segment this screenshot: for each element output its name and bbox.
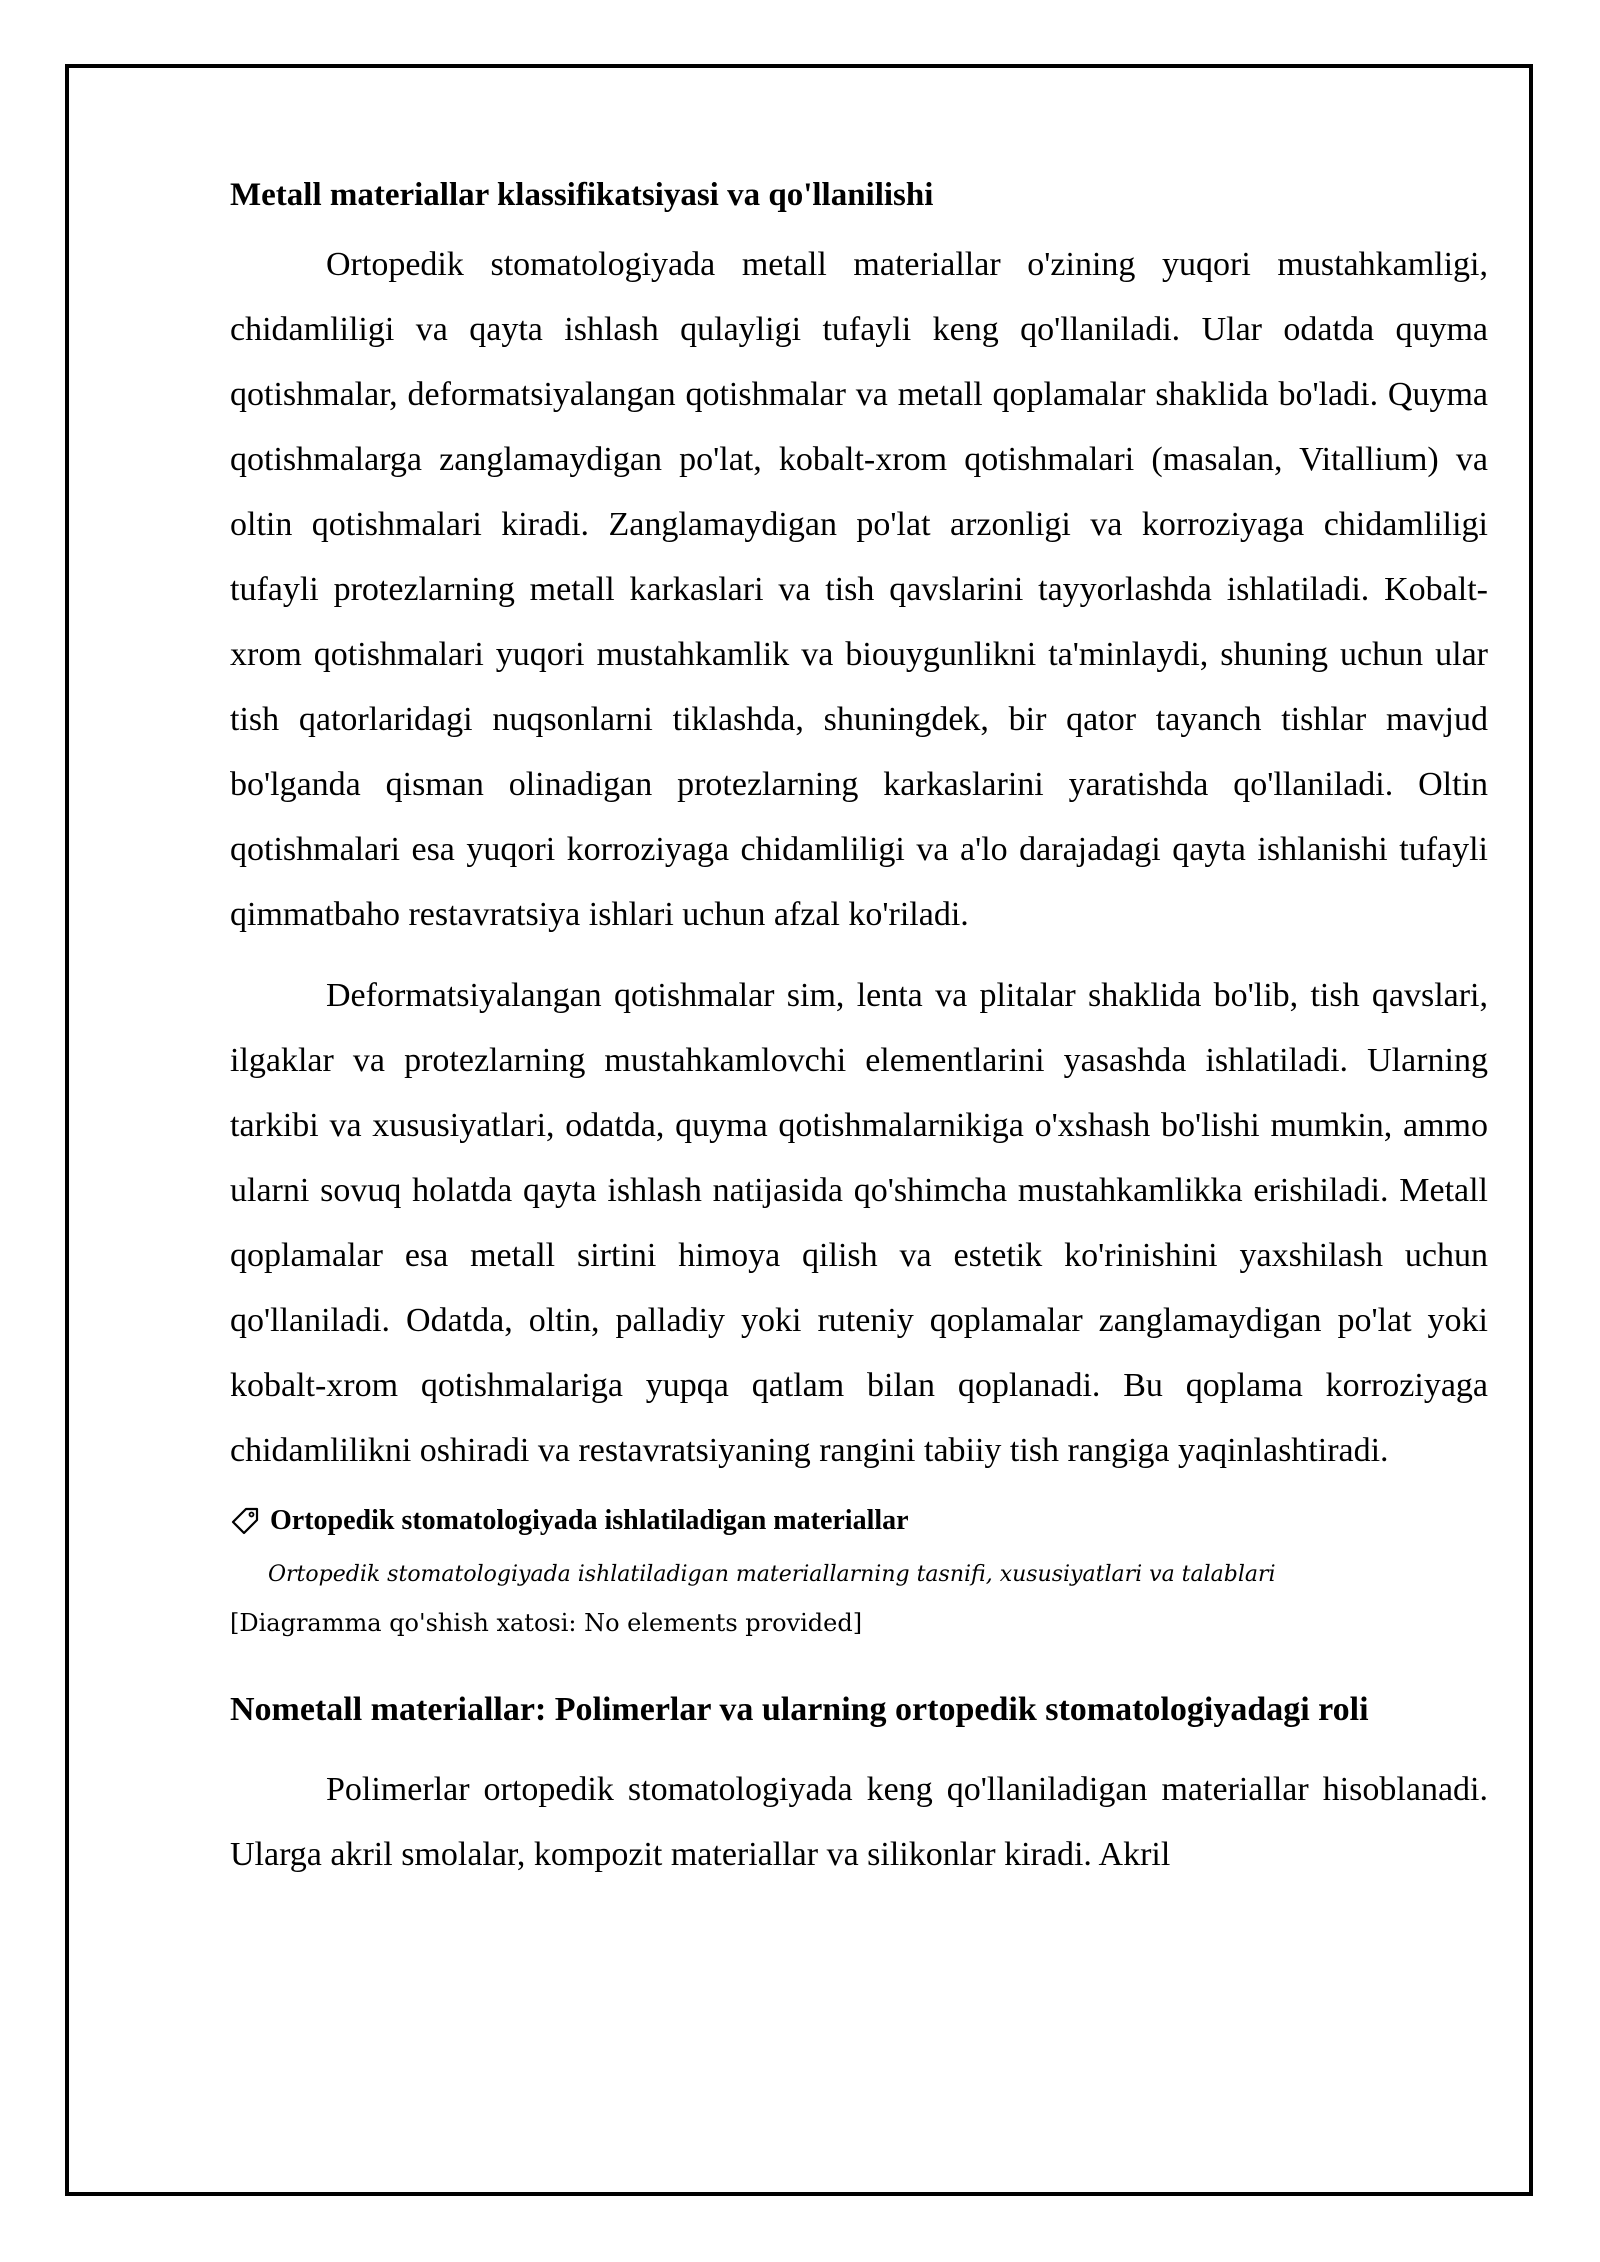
diagram-title-row (230, 1499, 1488, 1543)
diagram-block (230, 1499, 1488, 1643)
tag-icon (230, 1506, 260, 1536)
paragraph: Ortopedik stomatologiyada metall materiallar o'zining yuqori mustahkamligi, chidamliligi va qayta ishlash qulayligi tufayli keng qo'llaniladi. Ular odatda quyma qotishmalar, deformatsiyalangan qotishmalar va metall qoplamalar shaklida bo'ladi. Quyma qotishmalarga zanglamaydigan po'lat, kobalt-xrom qotishmalari (masalan, Vitallium) va oltin qotishmalari kiradi. Zanglamaydigan po'lat arzonligi va korroziyaga chidamliligi tufayli protezlarning metall karkaslari va tish qavslarini tayyorlashda ishlatiladi. Kobalt-xrom qotishmalari yuqori mustahkamlik va biouygunlikni ta'minlaydi, shuning uchun ular tish qatorlaridagi nuqsonlarni tiklashda, shuningdek, bir qator tayanch tishlar mavjud bo'lganda qisman olinadigan protezlarning karkaslarini yaratishda qo'llaniladi. Oltin qotishmalari esa yuqori korroziyaga chidamliligi va a'lo darajadagi qayta ishlanishi tufayli qimmatbaho restavratsiya ishlari uchun afzal ko'riladi. (230, 246, 1488, 933)
paragraph: Polimerlar ortopedik stomatologiyada keng qo'llaniladigan materiallar hisoblanadi. Ularga akril smolalar, kompozit materiallar va silikonlar kiradi. Akril (230, 1771, 1488, 1873)
section-heading-metal: Metall materiallar klassifikatsiyasi va qo'llanilishi (230, 177, 934, 213)
diagram-error-message: [Diagramma qo'shish xatosi: No elements provided] (230, 1609, 863, 1637)
diagram-subtitle: Ortopedik stomatologiyada ishlatiladigan materiallarning tasnifi, xususiyatlari va talablari (268, 1562, 1276, 1587)
diagram-title: Ortopedik stomatologiyada ishlatiladigan materiallar (270, 1505, 909, 1536)
paragraph: Deformatsiyalangan qotishmalar sim, lenta va plitalar shaklida bo'lib, tish qavslari, ilgaklar va protezlarning mustahkamlovchi elementlarini yasashda ishlatiladi. Ularning tarkibi va xususiyatlari, odatda, quyma qotishmalarnikiga o'xshash bo'lishi mumkin, ammo ularni sovuq holatda qayta ishlash natijasida qo'shimcha mustahkamlikka erishiladi. Metall qoplamalar esa metall sirtini himoya qilish va estetik ko'rinishini yaxshilash uchun qo'llaniladi. Odatda, oltin, palladiy yoki ruteniy qoplamalar zanglamaydigan po'lat yoki kobalt-xrom qotishmalariga yupqa qatlam bilan qoplanadi. Bu qoplama korroziyaga chidamlilikni oshiradi va restavratsiyaning rangini tabiiy tish rangiga yaqinlashtiradi. (230, 977, 1488, 1469)
document-content (230, 170, 1488, 1903)
section-heading-nonmetal: Nometall materiallar: Polimerlar va ularning ortopedik stomatologiyadagi roli (230, 1691, 1369, 1728)
